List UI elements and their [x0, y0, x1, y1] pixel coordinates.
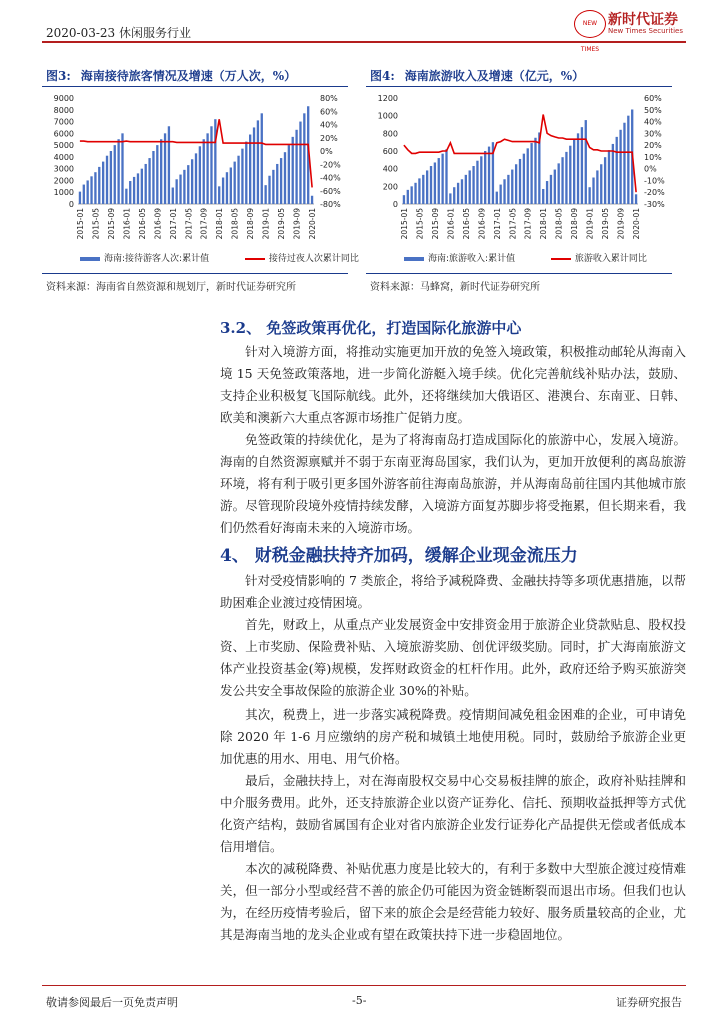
- y-tick-label: 9000: [53, 94, 74, 103]
- figure3-legend: [80, 251, 359, 264]
- figure3-legend-bar: 海南:接待游客人次:累计值: [104, 254, 210, 264]
- bar: [179, 175, 181, 204]
- figure4-legend-bar: 海南:旅游收入:累计值: [428, 254, 516, 264]
- bar: [98, 167, 100, 204]
- bar: [418, 178, 420, 204]
- bar: [203, 139, 205, 204]
- bar: [592, 178, 594, 205]
- bar: [561, 157, 563, 204]
- bar: [268, 176, 270, 204]
- x-tick-label: 2019-05: [277, 208, 287, 240]
- paragraph-text: 其次，税费上，进一步落实减税降费。疫情期间减免租金困难的企业，可申请免除 2020 年 1-6 月应缴纳的房产税和城镇土地使用税。同时，鼓励给予旅游企业更加优惠的用水、用电、用气价格。: [220, 707, 686, 766]
- bar: [218, 186, 220, 204]
- bar: [569, 146, 571, 204]
- bar: [523, 154, 525, 204]
- legend-line-swatch: [551, 258, 571, 260]
- section-3-2-paragraph-1: [220, 341, 686, 429]
- bar: [577, 133, 579, 204]
- x-tick-label: 2018-09: [570, 208, 580, 240]
- y2-tick-label: -20%: [644, 188, 665, 198]
- figure4-source: 资料来源：马蜂窝，新时代证券研究所: [370, 282, 540, 293]
- x-tick-label: 2017-05: [508, 208, 518, 240]
- paragraph-text: 本次的减税降费、补贴优惠力度是比较大的，有利于多数中大型旅企渡过疫情难关，但一部分小型或经营不善的旅企仍可能因为资金链断裂而退出市场。但我们也认为，在经历疫情考验后，留下来的旅企会是经营能力较好、服务质量较高的企业，尤其是海南当地的龙头企业或有望在政策扶持下进一步稳固地位。: [220, 861, 686, 942]
- section-4-paragraph-1: [220, 570, 686, 614]
- x-tick-label: 2019-09: [616, 208, 626, 240]
- legend-line-swatch: [245, 258, 265, 260]
- x-tick-label: 2019-05: [601, 208, 611, 240]
- figure3-legend-line: 接待过夜人次累计同比: [268, 254, 359, 264]
- bar: [175, 179, 177, 204]
- bar: [546, 181, 548, 204]
- bar: [195, 153, 197, 204]
- bar: [145, 164, 147, 204]
- bar: [222, 178, 224, 205]
- y-tick-label: 1200: [377, 94, 398, 103]
- bar: [160, 139, 162, 204]
- x-tick-label: 2016-05: [461, 208, 471, 240]
- y-tick-label: 1000: [53, 188, 74, 198]
- x-tick-label: 2017-01: [168, 208, 178, 240]
- bar: [453, 187, 455, 204]
- bar: [102, 162, 104, 204]
- bar: [480, 156, 482, 204]
- bar: [148, 158, 150, 204]
- y2-tick-label: 10%: [644, 152, 662, 162]
- figure4-top-rule: [366, 86, 672, 87]
- bar: [430, 166, 432, 204]
- paragraph-text: 最后，金融扶持上，对在海南股权交易中心交易板挂牌的旅企，政府补贴挂牌和中介服务费用。此外，还支持旅游企业以资产证券化、信托、预期收益抵押等方式优化资产结构，鼓励省属国有企业对省内旅游企业发行证券化产品提供无偿或者低成本信用增信。: [220, 773, 686, 854]
- bar: [292, 137, 294, 204]
- y-tick-label: 0: [68, 200, 74, 209]
- x-tick-label: 2016-01: [122, 208, 132, 240]
- bar: [249, 135, 251, 204]
- bar: [484, 151, 486, 204]
- x-tick-label: 2017-01: [492, 208, 502, 240]
- bar: [199, 146, 201, 204]
- bar: [616, 137, 618, 204]
- bar: [264, 185, 266, 204]
- x-tick-label: 2018-01: [539, 208, 549, 240]
- x-tick-label: 2018-05: [554, 208, 564, 240]
- bar: [619, 130, 621, 204]
- x-tick-label: 2017-05: [184, 208, 194, 240]
- x-tick-label: 2019-01: [585, 208, 595, 240]
- bar: [183, 170, 185, 204]
- bar: [164, 133, 166, 204]
- bar: [422, 175, 424, 204]
- bar: [507, 175, 509, 204]
- x-tick-label: 2018-09: [246, 208, 256, 240]
- bar: [469, 170, 471, 204]
- bar: [527, 148, 529, 204]
- y-tick-label: 1000: [377, 111, 398, 121]
- bar: [550, 175, 552, 204]
- bar: [519, 159, 521, 204]
- figure4-legend-line: 旅游收入累计同比: [574, 254, 647, 264]
- legend-bar-swatch: [80, 257, 100, 261]
- bar: [237, 156, 239, 204]
- company-logo: [574, 8, 686, 53]
- section-3-2-paragraph-2: [220, 429, 686, 539]
- x-tick-label: 2016-01: [446, 208, 456, 240]
- bar: [121, 133, 123, 204]
- x-tick-label: 2020-01: [632, 208, 642, 240]
- y2-tick-label: 60%: [644, 94, 662, 103]
- bar: [106, 156, 108, 204]
- bar: [245, 142, 247, 204]
- bar: [272, 170, 274, 204]
- bar: [230, 167, 232, 204]
- bar: [187, 165, 189, 204]
- bar: [612, 144, 614, 204]
- bar: [558, 163, 560, 204]
- y-tick-label: 2000: [53, 176, 74, 186]
- y-tick-label: 8000: [53, 105, 74, 115]
- page-number: -5-: [352, 994, 367, 1007]
- y2-tick-label: 20%: [320, 133, 338, 143]
- footer-report-type: 证券研究报告: [616, 996, 682, 1009]
- figure4-bottom-rule: [366, 273, 672, 274]
- bar: [156, 145, 158, 204]
- bar: [499, 185, 501, 204]
- bar: [488, 147, 490, 204]
- bar: [530, 143, 532, 204]
- bar: [438, 158, 440, 204]
- paragraph-text: 针对受疫情影响的 7 类旅企，将给予减税降费、金融扶持等多项优惠措施，以帮助困难企业渡过疫情困境。: [220, 573, 686, 610]
- y-tick-label: 600: [382, 147, 398, 156]
- y-tick-label: 7000: [53, 117, 74, 127]
- bar: [83, 185, 85, 204]
- bar: [635, 194, 637, 204]
- bar: [299, 122, 301, 204]
- y2-tick-label: -40%: [320, 173, 341, 183]
- bar: [604, 157, 606, 204]
- bar: [445, 149, 447, 204]
- footer-disclaimer: 敬请参阅最后一页免责声明: [46, 996, 178, 1009]
- legend-bar-swatch: [404, 257, 424, 261]
- bar: [276, 164, 278, 204]
- y2-tick-label: 60%: [320, 107, 338, 117]
- bar: [172, 188, 174, 204]
- x-tick-label: 2015-01: [399, 208, 409, 240]
- x-tick-label: 2018-05: [230, 208, 240, 240]
- y-tick-label: 400: [382, 164, 398, 174]
- bar: [496, 192, 498, 204]
- bar: [627, 116, 629, 204]
- bar: [414, 183, 416, 204]
- bar: [206, 133, 208, 204]
- figure3-top-rule: [42, 86, 348, 87]
- bar: [407, 190, 409, 204]
- bar: [303, 113, 305, 204]
- y2-tick-label: -30%: [644, 200, 665, 209]
- bar: [288, 145, 290, 204]
- figure3-bottom-rule: [42, 273, 348, 274]
- figure4-caption: 海南旅游收入及增速（亿元，%）: [404, 69, 585, 83]
- section-4-paragraph-5: [220, 858, 686, 946]
- bar: [511, 170, 513, 204]
- bar: [125, 189, 127, 204]
- section-4-paragraph-3: [220, 704, 686, 770]
- bar: [623, 123, 625, 204]
- x-tick-label: 2015-09: [430, 208, 440, 240]
- bar: [117, 139, 119, 204]
- x-tick-label: 2018-01: [215, 208, 225, 240]
- bar: [87, 180, 89, 204]
- bar: [214, 119, 216, 204]
- logo-name-cn: 新时代证券: [608, 12, 678, 28]
- logo-mark: NEW TIMES: [574, 10, 606, 38]
- paragraph-text: 免签政策的持续优化，是为了将海南岛打造成国际化的旅游中心，发展入境游。海南的自然资源禀赋并不弱于东南亚海岛国家，我们认为，更加开放便利的离岛旅游环境，将有利于吸引更多国外游客前往海南岛旅游，并从海南岛前往国内其他城市旅游。尽管现阶段境外疫情持续发酵，入境游方面复苏脚步将受拖累，但长期来看，我们仍然看好海南未来的入境游市场。: [220, 432, 686, 535]
- bar: [476, 161, 478, 204]
- section-4-heading: 4、 财税金融扶持齐加码，缓解企业现金流压力: [220, 546, 578, 566]
- bar: [461, 179, 463, 204]
- y-tick-label: 3000: [53, 164, 74, 174]
- bar: [565, 152, 567, 204]
- section-3-2-heading: 3.2、 免签政策再优化，打造国际化旅游中心: [220, 319, 522, 337]
- bar: [90, 176, 92, 204]
- x-tick-label: 2015-05: [91, 208, 101, 240]
- y2-tick-label: 30%: [644, 129, 662, 139]
- figure3-number: 图3:: [46, 69, 71, 83]
- bar: [554, 170, 556, 204]
- bar: [534, 138, 536, 204]
- x-tick-label: 2017-09: [199, 208, 209, 240]
- bar: [261, 113, 263, 204]
- bar: [210, 126, 212, 204]
- bar: [114, 145, 116, 204]
- bar: [284, 152, 286, 204]
- bar: [241, 149, 243, 204]
- y-tick-label: 4000: [53, 152, 74, 162]
- bar: [457, 183, 459, 204]
- x-tick-label: 2020-01: [308, 208, 318, 240]
- x-tick-label: 2016-05: [137, 208, 147, 240]
- bar: [434, 162, 436, 204]
- x-tick-label: 2019-09: [292, 208, 302, 240]
- x-tick-label: 2015-09: [106, 208, 116, 240]
- y-tick-label: 800: [382, 129, 398, 139]
- bar: [253, 127, 255, 204]
- figure3-chart: [42, 90, 348, 270]
- bar: [168, 126, 170, 204]
- bar: [441, 154, 443, 204]
- bar: [585, 120, 587, 204]
- section-4-paragraph-4: [220, 770, 686, 858]
- y2-tick-label: 0%: [644, 164, 657, 174]
- y-tick-label: 5000: [53, 141, 74, 151]
- bar: [133, 177, 135, 204]
- bar: [152, 151, 154, 204]
- bar: [608, 150, 610, 204]
- paragraph-text: 针对入境游方面，将推动实施更加开放的免签入境政策，积极推动邮轮从海南入境 15 天免签政策落地，进一步简化游艇入境手续。优化完善航线补贴办法，鼓励、支持企业积极复飞国际航线。此外，还将继续加大俄语区、港澳台、东南亚、日韩、欧美和澳新六大重点客源市场推广促销力度。: [220, 344, 686, 425]
- x-tick-label: 2017-09: [523, 208, 533, 240]
- figure3-caption: 海南接待旅客情况及增速（万人次，%）: [80, 69, 297, 83]
- figure4-legend: [404, 251, 647, 264]
- bar: [311, 196, 313, 204]
- y2-tick-label: -20%: [320, 160, 341, 170]
- bar: [94, 172, 96, 204]
- bar: [573, 140, 575, 204]
- y2-tick-label: 40%: [320, 120, 338, 130]
- bar: [596, 170, 598, 204]
- bar: [257, 120, 259, 204]
- bar: [426, 170, 428, 204]
- bar: [449, 193, 451, 204]
- x-tick-label: 2015-05: [415, 208, 425, 240]
- bar: [403, 195, 405, 204]
- bar: [600, 164, 602, 204]
- figure4-chart: [366, 90, 672, 270]
- y2-tick-label: 0%: [320, 147, 333, 156]
- x-tick-label: 2016-09: [153, 208, 163, 240]
- y2-tick-label: -60%: [320, 186, 341, 196]
- bar: [465, 175, 467, 204]
- header-divider: [42, 41, 686, 43]
- bar: [411, 186, 413, 204]
- bar: [79, 192, 81, 204]
- paragraph-text: 首先，财政上，从重点产业发展资金中安排资金用于旅游企业贷款贴息、股权投资、上市奖励、保险费补贴、入境旅游奖励、创优评级奖励。同时，扩大海南旅游文体产业投资基金(筹)规模，发挥财政资金的杠杆作用。此外，政府还给予购买旅游突发公共安全事故保险的旅游企业 30%的补贴。: [220, 617, 686, 698]
- bar: [226, 172, 228, 204]
- y2-tick-label: 50%: [644, 105, 662, 115]
- bar: [234, 162, 236, 204]
- bar: [191, 159, 193, 204]
- y2-tick-label: 80%: [320, 94, 338, 103]
- bar: [588, 187, 590, 204]
- bar: [129, 181, 131, 204]
- x-tick-label: 2015-01: [75, 208, 85, 240]
- figure3-source: 资料来源：海南省自然资源和规划厅，新时代证券研究所: [46, 282, 296, 293]
- figure3-title: [46, 67, 296, 83]
- bar: [542, 189, 544, 204]
- x-tick-label: 2016-09: [477, 208, 487, 240]
- bar: [472, 166, 474, 204]
- y-tick-label: 6000: [53, 129, 74, 139]
- x-tick-label: 2019-01: [261, 208, 271, 240]
- figure4-number: 图4:: [370, 69, 395, 83]
- footer-divider: [42, 985, 686, 986]
- bar: [503, 179, 505, 204]
- y2-tick-label: -10%: [644, 176, 665, 186]
- y-tick-label: 200: [382, 182, 398, 192]
- y2-tick-label: 40%: [644, 117, 662, 127]
- figure4-title: [370, 67, 584, 83]
- bar: [515, 164, 517, 204]
- bar: [295, 130, 297, 204]
- y-tick-label: 0: [392, 200, 398, 209]
- y2-tick-label: -80%: [320, 200, 341, 209]
- bar: [141, 169, 143, 204]
- report-date-industry: 2020-03-23 休闲服务行业: [46, 26, 192, 40]
- bar: [137, 173, 139, 204]
- section-4-paragraph-2: [220, 614, 686, 702]
- y2-tick-label: 20%: [644, 141, 662, 151]
- bar: [110, 151, 112, 204]
- bar: [280, 158, 282, 204]
- logo-name-en: New Times Securities: [608, 27, 683, 35]
